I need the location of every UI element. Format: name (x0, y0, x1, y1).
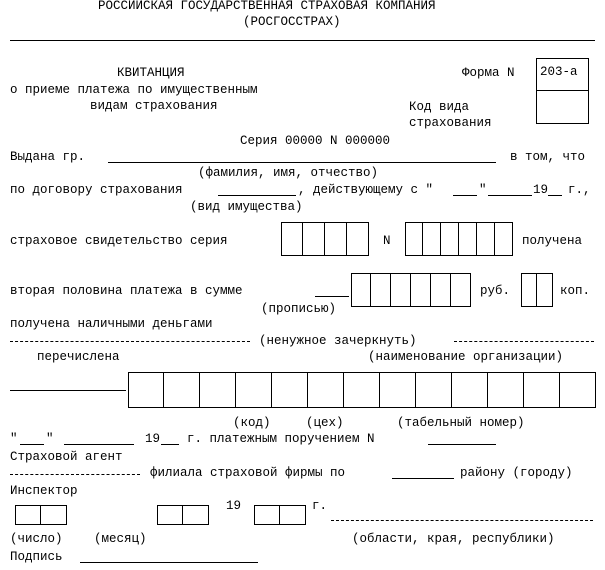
second-half-label: вторая половина платежа в сумме (10, 284, 243, 298)
company-name: РОССИЙСКАЯ ГОСУДАРСТВЕННАЯ СТРАХОВАЯ КОМПАНИЯ (98, 0, 436, 13)
district-label: району (городу) (460, 466, 573, 480)
month-caption: (месяц) (94, 532, 147, 546)
order-year-19: 19 (145, 432, 161, 446)
form-subtitle-1: о приеме платежа по имущественным (10, 83, 258, 97)
month-cells[interactable] (157, 505, 209, 525)
in-words-caption: (прописью) (261, 302, 337, 316)
payment-order-label: г. платежным поручением N (187, 432, 375, 446)
strike-dash-line (454, 341, 594, 342)
region-dash-line (331, 520, 593, 521)
contract-label: по договору страхования (10, 183, 183, 197)
rub-label: руб. (480, 284, 511, 298)
org-name-field[interactable] (10, 390, 126, 391)
form-number: 203-а (540, 65, 578, 79)
header-divider (10, 40, 595, 41)
code-shop-tab-cells[interactable] (128, 372, 596, 408)
kop-label: коп. (560, 284, 591, 298)
fio-field[interactable] (108, 162, 496, 163)
kind-code-label-1: Код вида (409, 100, 470, 114)
form-number-divider (536, 90, 589, 91)
region-caption: (области, края, республики) (352, 532, 555, 546)
valid-from-label: , действующему с " (298, 183, 434, 197)
year-19: 19 (533, 183, 549, 197)
signature-label: Подпись (10, 550, 63, 564)
valid-year-field[interactable] (548, 195, 562, 196)
transferred-label: перечислена (37, 350, 120, 364)
certificate-series-cells[interactable] (281, 222, 369, 256)
code-caption: (код) (233, 416, 271, 430)
quote-open: " (10, 432, 18, 446)
valid-day-field[interactable] (453, 195, 477, 196)
received-label: получена (522, 234, 583, 248)
agent-dash-line (10, 474, 140, 475)
property-kind-caption: (вид имущества) (190, 200, 303, 214)
cash-dash-line (10, 341, 250, 342)
branch-label: филиала страховой фирмы по (150, 466, 346, 480)
inspector-label: Инспектор (10, 484, 78, 498)
district-field[interactable] (392, 478, 454, 479)
contract-field[interactable] (218, 195, 296, 196)
day-caption: (число) (10, 532, 63, 546)
form-title: КВИТАНЦИЯ (117, 66, 185, 80)
cash-label: получена наличными деньгами (10, 317, 213, 331)
certificate-number-cells[interactable] (405, 222, 513, 256)
in-that-label: в том, что (510, 150, 586, 164)
inspector-g: г. (312, 499, 328, 513)
quote-close-2: " (46, 432, 54, 446)
agent-label: Страховой агент (10, 450, 123, 464)
fio-caption: (фамилия, имя, отчество) (198, 166, 379, 180)
signature-field[interactable] (80, 562, 258, 563)
valid-month-field[interactable] (488, 195, 532, 196)
certificate-n-label: N (383, 234, 391, 248)
quote-close: " (479, 183, 487, 197)
strike-caption: (ненужное зачеркнуть) (259, 334, 417, 348)
year-cells[interactable] (254, 505, 306, 525)
series-number: Серия 00000 N 000000 (240, 134, 391, 148)
day-cells[interactable] (15, 505, 67, 525)
order-number-field[interactable] (428, 444, 496, 445)
form-label: Форма N (462, 66, 515, 80)
year-g: г., (568, 183, 591, 197)
company-abbr: (РОСГОССТРАХ) (243, 15, 341, 29)
org-name-caption: (наименование организации) (368, 350, 564, 364)
tab-number-caption: (табельный номер) (397, 416, 525, 430)
shop-caption: (цех) (306, 416, 344, 430)
sum-rub-cells[interactable] (351, 273, 471, 307)
sum-kop-cells[interactable] (521, 273, 553, 307)
kind-code-label-2: страхования (409, 116, 492, 130)
issued-to-label: Выдана гр. (10, 150, 86, 164)
order-month-field[interactable] (64, 444, 134, 445)
form-subtitle-2: видам страхования (90, 99, 218, 113)
sum-words-field[interactable] (315, 296, 349, 297)
order-day-field[interactable] (20, 444, 44, 445)
inspector-year-19: 19 (226, 499, 242, 513)
order-year-field[interactable] (161, 444, 179, 445)
certificate-label: страховое свидетельство серия (10, 234, 228, 248)
